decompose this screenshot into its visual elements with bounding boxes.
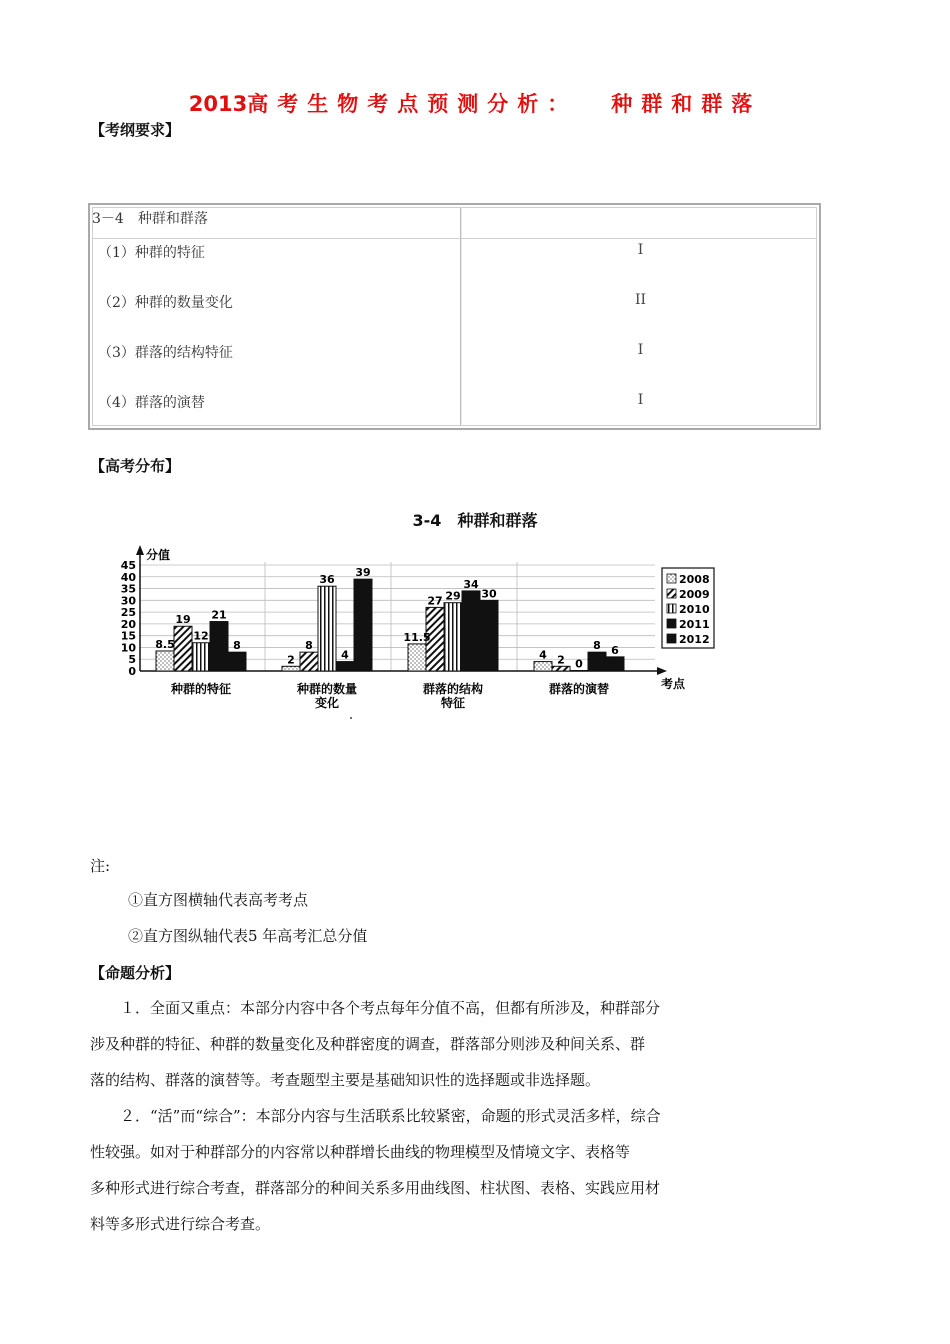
bar xyxy=(462,591,480,671)
bar xyxy=(210,622,228,671)
data-label: 29 xyxy=(445,589,461,603)
bar xyxy=(228,652,246,671)
bar xyxy=(534,662,552,671)
data-label: 4 xyxy=(539,648,547,662)
y-tick-label: 5 xyxy=(128,653,136,667)
note-item: ②直方图纵轴代表5 年高考汇总分值 xyxy=(128,927,368,945)
data-label: 2 xyxy=(287,653,295,667)
section-heading-analysis: 【命题分析】 xyxy=(90,964,181,982)
y-tick-label: 10 xyxy=(120,641,136,655)
paragraph-line: 涉及种群的特征、种群的数量变化及种群密度的调查，群落部分则涉及种间关系、群 xyxy=(90,1035,646,1053)
legend-swatch xyxy=(667,589,676,598)
table-row-level: I xyxy=(637,242,644,258)
bar xyxy=(300,652,318,671)
data-label: 6 xyxy=(611,643,619,657)
paragraph-line: 料等多形式进行综合考查。 xyxy=(90,1215,271,1233)
data-label: 11.5 xyxy=(403,630,431,644)
category-label: 种群的数量 xyxy=(296,682,358,696)
y-tick-label: 45 xyxy=(120,559,136,572)
data-label: 8 xyxy=(233,639,241,653)
page-title: 2013高考生物考点预测分析： 种群和群落 xyxy=(188,92,762,116)
data-label: 2 xyxy=(557,653,565,667)
table-row-item: （4）群落的演替 xyxy=(98,395,205,411)
table-row-item: （1）种群的特征 xyxy=(98,245,205,261)
category-label: 种群的特征 xyxy=(170,682,232,696)
x-axis-arrow xyxy=(657,667,667,675)
legend-label: 2008 xyxy=(679,573,710,586)
table-row-level: I xyxy=(637,342,644,358)
category-label: 群落的演替 xyxy=(548,682,610,696)
data-label: 19 xyxy=(175,613,191,627)
category-label: 变化 xyxy=(314,696,340,710)
paragraph-line: 多种形式进行综合考查，群落部分的种间关系多用曲线图、柱状图、表格、实践应用材 xyxy=(90,1179,661,1197)
table-row-item: （3）群落的结构特征 xyxy=(98,345,233,361)
data-label: 36 xyxy=(319,573,335,587)
bar xyxy=(192,643,210,671)
bar xyxy=(552,666,570,671)
category-label: 群落的结构 xyxy=(422,682,484,696)
legend-swatch xyxy=(667,619,676,628)
paragraph-line: １．全面又重点：本部分内容中各个考点每年分值不高，但都有所涉及，种群部分 xyxy=(120,999,661,1017)
bar xyxy=(174,626,192,671)
data-label: 21 xyxy=(211,608,227,622)
requirements-table xyxy=(88,203,821,430)
y-tick-label: 20 xyxy=(120,617,136,631)
bar xyxy=(408,644,426,671)
x-axis-label: 考点 xyxy=(661,677,686,691)
data-label: 8 xyxy=(593,639,601,653)
legend-label: 2012 xyxy=(679,633,710,646)
bar xyxy=(444,603,462,671)
legend-swatch xyxy=(667,634,676,643)
data-label: 39 xyxy=(355,566,371,580)
legend-label: 2011 xyxy=(679,618,710,631)
chart-title: 3-4 种群和群落 xyxy=(412,511,538,530)
y-tick-label: 40 xyxy=(120,570,136,584)
data-label: 12 xyxy=(193,629,209,643)
data-label: 4 xyxy=(341,648,349,662)
note-item: ①直方图横轴代表高考考点 xyxy=(128,891,309,909)
bar-chart xyxy=(0,540,950,730)
data-label: 0 xyxy=(575,657,583,671)
y-tick-label: 25 xyxy=(120,606,136,620)
bar xyxy=(318,586,336,671)
bar xyxy=(606,657,624,671)
legend-label: 2009 xyxy=(679,588,710,601)
bar xyxy=(570,671,588,672)
section-heading-requirements: 【考纲要求】 xyxy=(90,121,181,139)
table-header: 3－4 种群和群落 xyxy=(92,211,208,227)
bar xyxy=(336,662,354,671)
table-row-level: II xyxy=(634,292,647,308)
table-row-item: （2）种群的数量变化 xyxy=(98,295,233,311)
data-label: 34 xyxy=(463,577,479,591)
category-label: 特征 xyxy=(440,696,466,710)
paragraph-line: 性较强。如对于种群部分的内容常以种群增长曲线的物理模型及情境文字、表格等 xyxy=(90,1143,631,1161)
legend-label: 2010 xyxy=(679,603,710,616)
y-tick-label: 30 xyxy=(120,594,136,608)
dot-mark xyxy=(350,717,352,719)
bar xyxy=(156,651,174,671)
table-row-level: I xyxy=(637,392,644,408)
data-label: 27 xyxy=(427,594,443,608)
paragraph-line: ２．“活”而“综合”：本部分内容与生活联系比较紧密，命题的形式灵活多样，综合 xyxy=(120,1107,661,1125)
legend-swatch xyxy=(667,604,676,613)
y-tick-label: 15 xyxy=(120,629,136,643)
section-heading-distribution: 【高考分布】 xyxy=(90,457,181,475)
y-axis-label: 分值 xyxy=(146,548,171,562)
y-tick-label: 0 xyxy=(128,665,136,678)
bar xyxy=(354,579,372,671)
y-axis-arrow xyxy=(136,545,144,555)
bar xyxy=(588,652,606,671)
legend-swatch xyxy=(667,574,676,583)
bar xyxy=(282,666,300,671)
data-label: 30 xyxy=(481,587,497,601)
y-tick-label: 35 xyxy=(120,582,136,596)
paragraph-line: 落的结构、群落的演替等。考查题型主要是基础知识性的选择题或非选择题。 xyxy=(90,1071,601,1089)
note-heading: 注: xyxy=(90,857,111,875)
bar xyxy=(480,600,498,671)
data-label: 8 xyxy=(305,639,313,653)
data-label: 8.5 xyxy=(155,637,175,651)
